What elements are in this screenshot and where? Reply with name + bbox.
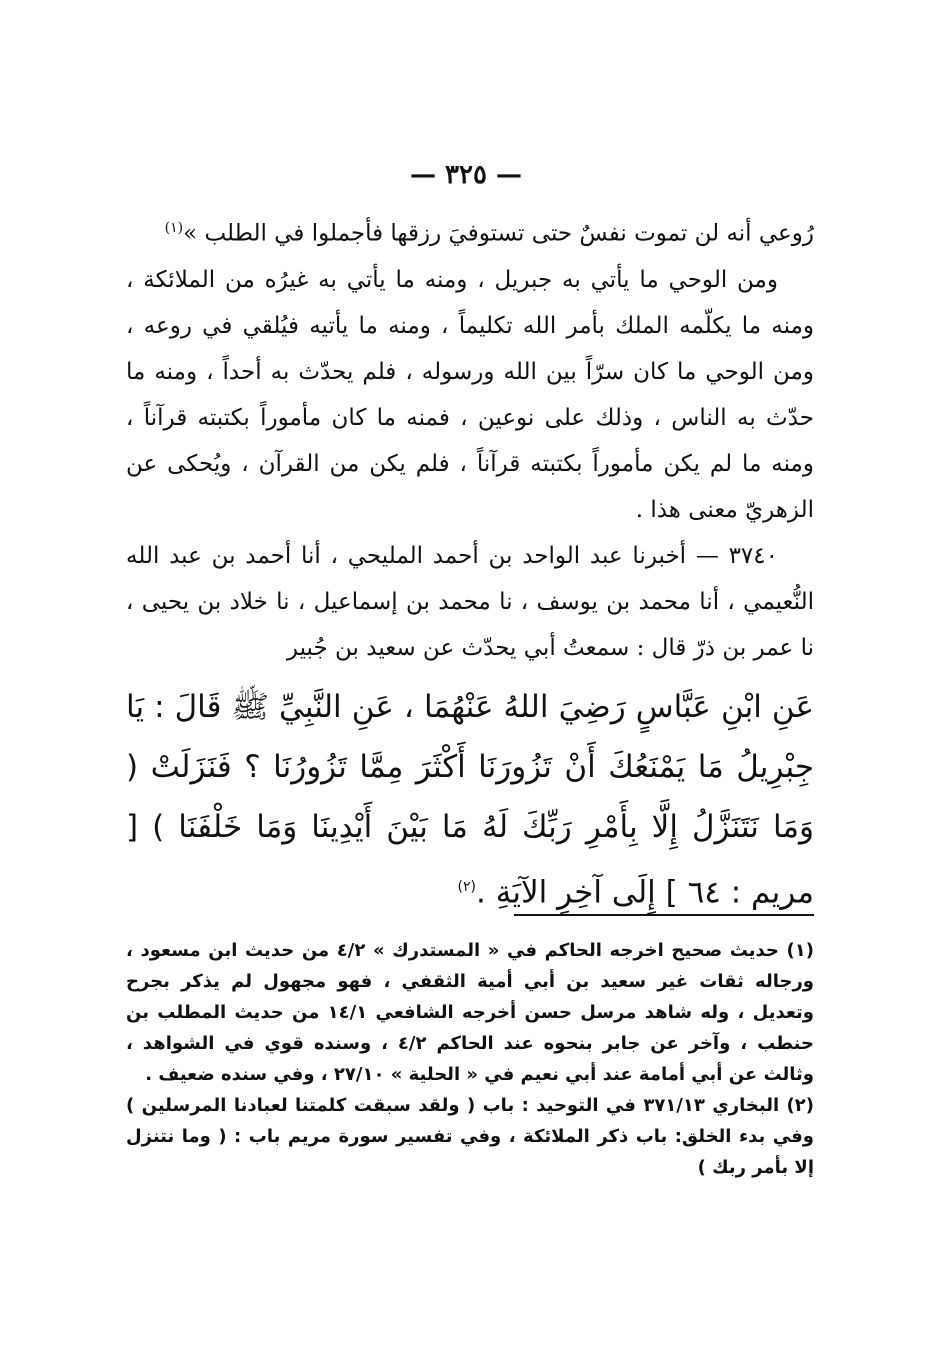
paragraph-isnad: ٣٧٤٠ — أخبرنا عبد الواحد بن أحمد المليحي ، أنا أحمد بن عبد الله النُّعيمي ، أنا محمد بن يوسف ، نا محمد بن إسماعيل ، نا خلاد بن يحيى ، نا عمر بن ذرّ قال : سمعتُ أبي يحدّث عن سعيد بن جُبير xyxy=(126,542,814,661)
footnote-mark-1: (١) xyxy=(164,220,184,236)
page-number: — ٣٢٥ — xyxy=(409,160,523,190)
main-text xyxy=(126,205,814,922)
paragraph-revelation-types: ومن الوحي ما يأتي به جبريل ، ومنه ما يأتي به غيرُه من الملائكة ، ومنه ما يكلّمه الملك بأمر الله تكليماً ، ومنه ما يأتيه فيُلقي في روعه ، ومن الوحي ما كان سرّاً بين الله ورسوله ، فلم يحدّث به أحداً ، ومنه ما حدّث به الناس ، وذلك على نوعين ، فمنه ما كان مأموراً بكتبته قرآناً ، ومنه ما لم يكن مأموراً بكتبته قرآناً ، فلم يكن من القرآن ، ويُحكى عن الزهريّ معنى هذا . xyxy=(126,266,814,523)
hadith-body: عَنِ ابْنِ عَبَّاسٍ رَضِيَ اللهُ عَنْهُمَا ، عَنِ النَّبِيِّ ﷺ قَالَ : يَا جِبْرِيلُ مَا يَمْنَعُكَ أَنْ تَزُورَنَا أَكْثَرَ مِمَّا تَزُورُنَا ؟ فَنَزَلَتْ ( وَمَا نَتَنَزَّلُ إِلَّا بِأَمْرِ رَبِّكَ لَهُ مَا بَيْنَ أَيْدِينَا وَمَا خَلْفَنَا ) [ مريم : ٦٤ ] إِلَى آخِرِ الآيَةِ . xyxy=(126,688,814,910)
footnote-2: (٢) البخاري ٣٧١/١٣ في التوحيد : باب ( ولقد سبقت كلمتنا لعبادنا المرسلين ) وفي بدء الخلق: باب ذكر الملائكة ، وفي تفسير سورة مريم باب : ( وما نتنزل إلا بأمر ربك ) xyxy=(126,1095,814,1178)
footnotes xyxy=(126,935,814,1183)
footnote-mark-2: (٢) xyxy=(457,878,477,895)
hadith-text xyxy=(126,677,814,922)
paragraph-hadith-end xyxy=(126,205,814,257)
paragraph-text: رُوعي أنه لن تموت نفسٌ حتى تستوفيَ رزقها فأجملوا في الطلب » xyxy=(183,220,814,247)
footnote-separator xyxy=(514,914,814,916)
footnote-1: (١) حديث صحيح اخرجه الحاكم في « المستدرك » ٤/٢ من حديث ابن مسعود ، ورجاله ثقات غير سعيد بن أبي أمية الثقفي ، فهو مجهول لم يذكر بجرح وتعديل ، وله شاهد مرسل حسن أخرجه الشافعي ١٤/١ من حديث المطلب بن حنطب ، وآخر عن جابر بنحوه عند الحاكم ٤/٢ ، وسنده قوي في الشواهد ، وثالث عن أبي أمامة عند أبي نعيم في « الحلية » ٢٧/١٠ ، وفي سنده ضعيف . xyxy=(126,940,815,1085)
